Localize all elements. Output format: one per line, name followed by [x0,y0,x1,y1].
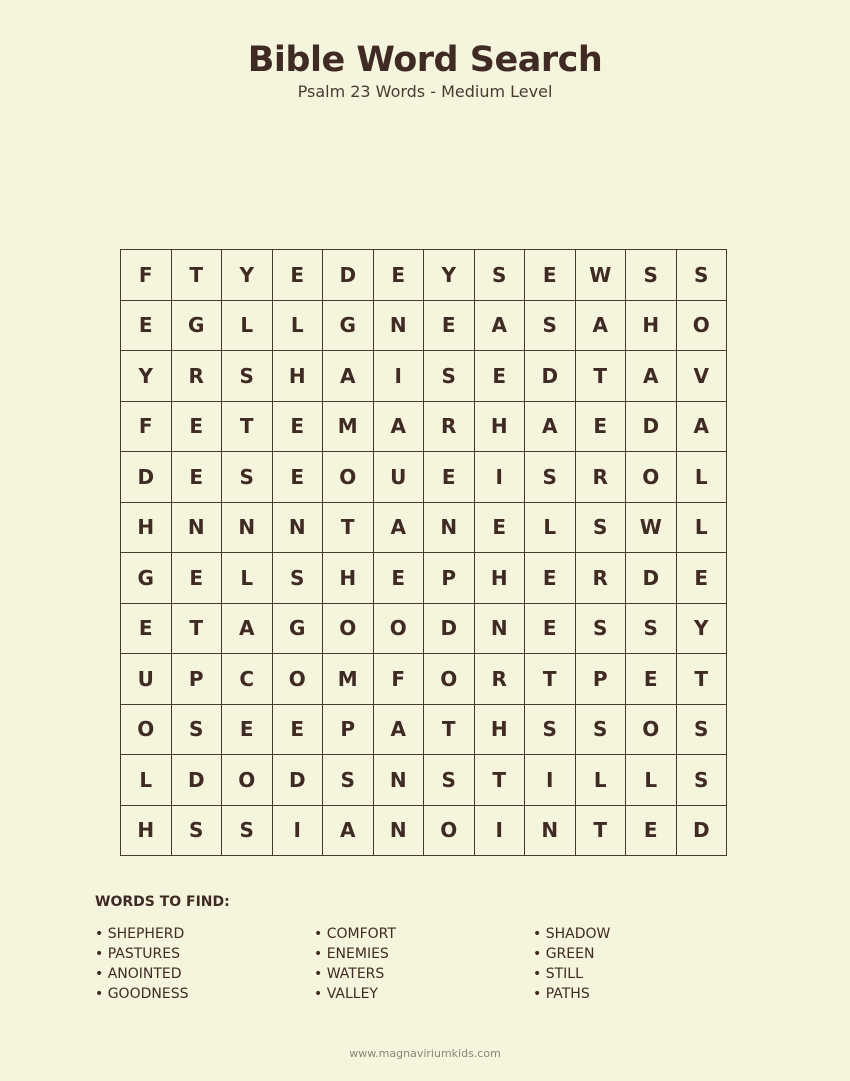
grid-cell[interactable]: E [475,351,526,402]
grid-cell[interactable]: R [172,351,223,402]
grid-cell[interactable]: N [374,301,425,352]
grid-cell[interactable]: N [525,806,576,857]
grid-cell[interactable]: D [424,604,475,655]
grid-cell[interactable]: D [121,452,172,503]
grid-cell[interactable]: U [121,654,172,705]
word-item: • GREEN [533,946,595,962]
grid-cell[interactable]: S [172,806,223,857]
grid-cell[interactable]: W [626,503,677,554]
grid-cell[interactable]: S [222,452,273,503]
grid-cell[interactable]: S [677,250,728,301]
grid-cell[interactable]: P [424,553,475,604]
word-search-grid [120,249,727,856]
grid-cell[interactable]: S [323,755,374,806]
grid-cell[interactable]: H [475,553,526,604]
grid-cell[interactable]: H [121,503,172,554]
grid-cell[interactable]: R [576,452,627,503]
grid-cell[interactable]: A [222,604,273,655]
word-list-column-3 [533,924,610,1004]
word-item: • WATERS [314,966,385,982]
grid-cell[interactable]: S [525,705,576,756]
grid-cell[interactable]: C [222,654,273,705]
word-item: • STILL [533,966,583,982]
grid-cell[interactable]: E [475,503,526,554]
grid-cell[interactable]: E [525,553,576,604]
grid-cell[interactable]: O [121,705,172,756]
grid-cell[interactable]: I [525,755,576,806]
grid-cell[interactable]: S [525,452,576,503]
grid-cell[interactable]: H [475,402,526,453]
grid-cell[interactable]: S [172,705,223,756]
grid-cell[interactable]: G [172,301,223,352]
grid-cell[interactable]: S [424,351,475,402]
grid-cell[interactable]: I [475,452,526,503]
grid-cell[interactable]: S [626,250,677,301]
grid-cell[interactable]: E [273,452,324,503]
grid-cell[interactable]: S [273,553,324,604]
grid-cell[interactable]: O [626,705,677,756]
grid-cell[interactable]: A [323,806,374,857]
grid-cell[interactable]: I [374,351,425,402]
grid-cell[interactable]: N [374,806,425,857]
grid-cell[interactable]: D [323,250,374,301]
grid-cell[interactable]: S [222,806,273,857]
grid-cell[interactable]: L [273,301,324,352]
grid-cell[interactable]: S [626,604,677,655]
grid-cell[interactable]: N [374,755,425,806]
grid-cell[interactable]: T [424,705,475,756]
grid-cell[interactable]: O [273,654,324,705]
grid-cell[interactable]: A [374,705,425,756]
grid-cell[interactable]: D [273,755,324,806]
grid-cell[interactable]: S [677,705,728,756]
grid-cell[interactable]: O [677,301,728,352]
grid-cell[interactable]: F [121,402,172,453]
grid-cell[interactable]: H [626,301,677,352]
grid-cell[interactable]: E [424,301,475,352]
grid-cell[interactable]: E [525,250,576,301]
word-item: • ANOINTED [95,966,182,982]
grid-cell[interactable]: E [273,705,324,756]
grid-cell[interactable]: T [525,654,576,705]
grid-cell[interactable]: O [323,452,374,503]
grid-cell[interactable]: T [677,654,728,705]
grid-cell[interactable]: L [677,503,728,554]
grid-cell[interactable]: D [525,351,576,402]
grid-cell[interactable]: T [576,351,627,402]
grid-cell[interactable]: I [475,806,526,857]
grid-cell[interactable]: E [424,452,475,503]
grid-cell[interactable]: T [323,503,374,554]
grid-cell[interactable]: M [323,654,374,705]
grid-cell[interactable]: D [626,402,677,453]
grid-cell[interactable]: A [626,351,677,402]
word-item: • PASTURES [95,946,180,962]
grid-cell[interactable]: G [273,604,324,655]
grid-cell[interactable]: N [222,503,273,554]
grid-cell[interactable]: L [222,301,273,352]
grid-cell[interactable]: A [576,301,627,352]
grid-cell[interactable]: T [475,755,526,806]
word-item: • SHADOW [533,926,611,942]
grid-cell[interactable]: A [374,402,425,453]
grid-cell[interactable]: S [424,755,475,806]
grid-cell[interactable]: S [222,351,273,402]
grid-cell[interactable]: H [323,553,374,604]
grid-cell[interactable]: L [677,452,728,503]
grid-cell[interactable]: E [576,402,627,453]
word-item: • GOODNESS [95,986,189,1002]
grid-cell[interactable]: D [677,806,728,857]
grid-cell[interactable]: P [323,705,374,756]
grid-cell[interactable]: H [121,806,172,857]
grid-cell[interactable]: A [525,402,576,453]
grid-cell[interactable]: H [475,705,526,756]
grid-cell[interactable]: E [172,402,223,453]
grid-cell[interactable]: R [576,553,627,604]
grid-cell[interactable]: H [273,351,324,402]
grid-cell[interactable]: L [576,755,627,806]
grid-cell[interactable]: R [424,402,475,453]
word-item: • PATHS [533,986,590,1002]
grid-cell[interactable]: E [677,553,728,604]
grid-cell[interactable]: O [424,806,475,857]
grid-cell[interactable]: S [576,503,627,554]
grid-cell[interactable]: Y [222,250,273,301]
grid-cell[interactable]: O [222,755,273,806]
grid-cell[interactable]: S [576,705,627,756]
grid-cell[interactable]: P [172,654,223,705]
word-item: • ENEMIES [314,946,389,962]
grid-cell[interactable]: P [576,654,627,705]
grid-cell[interactable]: N [475,604,526,655]
grid-cell[interactable]: N [273,503,324,554]
grid-cell[interactable]: A [677,402,728,453]
grid-cell[interactable]: A [475,301,526,352]
grid-cell[interactable]: N [424,503,475,554]
grid-cell[interactable]: R [475,654,526,705]
grid-cell[interactable]: E [273,250,324,301]
grid-cell[interactable]: E [374,250,425,301]
grid-cell[interactable]: L [222,553,273,604]
word-item: • COMFORT [314,926,396,942]
grid-cell[interactable]: A [323,351,374,402]
grid-cell[interactable]: E [273,402,324,453]
grid-cell[interactable]: G [121,553,172,604]
grid-cell[interactable]: Y [121,351,172,402]
grid-cell[interactable]: T [222,402,273,453]
grid-cell[interactable]: E [626,806,677,857]
grid-cell[interactable]: F [374,654,425,705]
grid-cell[interactable]: S [525,301,576,352]
grid-cell[interactable]: S [677,755,728,806]
grid-cell[interactable]: V [677,351,728,402]
grid-cell[interactable]: E [626,654,677,705]
grid-cell[interactable]: F [121,250,172,301]
grid-cell[interactable]: D [626,553,677,604]
footer-website: www.magnaviriumkids.com [349,1047,501,1060]
grid-cell[interactable]: O [374,604,425,655]
grid-cell[interactable]: N [172,503,223,554]
grid-cell[interactable]: Y [424,250,475,301]
grid-cell[interactable]: T [172,250,223,301]
grid-cell[interactable]: A [374,503,425,554]
grid-cell[interactable]: Y [677,604,728,655]
grid-cell[interactable]: G [323,301,374,352]
grid-cell[interactable]: L [525,503,576,554]
grid-cell[interactable]: L [121,755,172,806]
grid-cell[interactable]: T [172,604,223,655]
grid-cell[interactable]: U [374,452,425,503]
grid-cell[interactable]: O [323,604,374,655]
word-list-column-2 [314,924,396,1004]
grid-cell[interactable]: O [424,654,475,705]
grid-cell[interactable]: W [576,250,627,301]
grid-cell[interactable]: E [374,553,425,604]
grid-cell[interactable]: T [576,806,627,857]
grid-cell[interactable]: E [525,604,576,655]
grid-cell[interactable]: D [172,755,223,806]
page-subtitle: Psalm 23 Words - Medium Level [297,82,553,101]
grid-cell[interactable]: S [475,250,526,301]
grid-cell[interactable]: E [172,553,223,604]
page-title: Bible Word Search [247,40,603,80]
grid-cell[interactable]: M [323,402,374,453]
grid-cell[interactable]: E [121,604,172,655]
grid-cell[interactable]: I [273,806,324,857]
grid-cell[interactable]: E [172,452,223,503]
grid-cell[interactable]: S [576,604,627,655]
word-list-heading: WORDS TO FIND: [95,894,230,910]
word-item: • SHEPHERD [95,926,185,942]
grid-cell[interactable]: L [626,755,677,806]
grid-cell[interactable]: O [626,452,677,503]
grid-cell[interactable]: E [222,705,273,756]
word-list-column-1 [95,924,188,1004]
grid-cell[interactable]: E [121,301,172,352]
word-item: • VALLEY [314,986,378,1002]
